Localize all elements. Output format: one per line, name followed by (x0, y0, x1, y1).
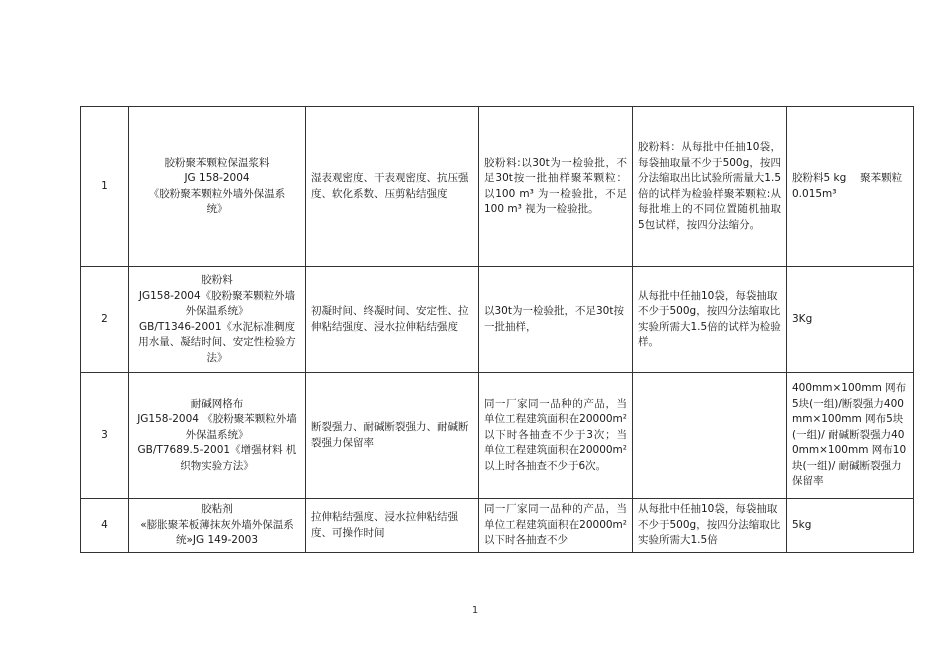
test-items: 湿表观密度、干表观密度、抗压强度、软化系数、压剪粘结强度 (306, 107, 479, 267)
batch-rule: 同一厂家同一品种的产品，当单位工程建筑面积在20000m²以下时各抽查不少 (479, 499, 633, 553)
sample-quantity: 胶粉料5 kg 聚苯颗粒0.015m³ (787, 107, 914, 267)
test-items: 拉伸粘结强度、浸水拉伸粘结强度、可操作时间 (306, 499, 479, 553)
batch-rule: 胶粉料:以30t为一检验批，不足30t按一批抽样聚苯颗粒：以100 m³ 为一检验批，不足 100 m³ 视为一检验批。 (479, 107, 633, 267)
test-items: 初凝时间、终凝时间、安定性、拉伸粘结强度、浸水拉伸粘结强度 (306, 267, 479, 373)
sample-quantity: 5kg (787, 499, 914, 553)
batch-rule: 以30t为一检验批，不足30t按一批抽样， (479, 267, 633, 373)
page-number: 1 (471, 605, 479, 616)
sampling-method: 从每批中任抽10袋，每袋抽取不少于500g，按四分法缩取比实验所需大1.5倍 (633, 499, 787, 553)
material-name: 耐碱网格布 JG158-2004 《胶粉聚苯颗粒外墙外保温系统》 GB/T7689.5-2001《增强材料 机织物实验方法》 (129, 373, 306, 499)
material-name: 胶粉聚苯颗粒保温浆料 JG 158-2004 《胶粉聚苯颗粒外墙外保温系 统》 (129, 107, 306, 267)
table-row (81, 107, 914, 267)
batch-rule: 同一厂家同一品种的产品，当单位工程建筑面积在20000m²以下时各抽查不少于3次；当单位工程建筑面积在20000m²以上时各抽查不少于6次。 (479, 373, 633, 499)
inspection-table (80, 106, 914, 553)
table-row (81, 373, 914, 499)
sample-quantity: 400mm×100mm 网布5块(一组)/断裂强力400mm×100mm 网布5块(一组)/ 耐碱断裂强力400mm×100mm 网布10块(一组)/ 耐碱断裂强力保留率 (787, 373, 914, 499)
sampling-method: 胶粉料：从每批中任抽10袋，每袋抽取量不少于500g，按四 分法缩取出比试验所需量大1.5倍的试样为检验样聚苯颗粒:从每批堆上的不同位置随机抽取5包试样，按四分法缩分。 (633, 107, 787, 267)
row-number: 2 (81, 267, 129, 373)
sample-quantity: 3Kg (787, 267, 914, 373)
test-items: 断裂强力、耐碱断裂强力、耐碱断裂强力保留率 (306, 373, 479, 499)
sampling-method: 从每批中任抽10袋，每袋抽取不少于500g，按四分法缩取比实验所需大1.5倍的试样为检验样。 (633, 267, 787, 373)
sampling-method (633, 373, 787, 499)
material-name: 胶粉料 JG158-2004《胶粉聚苯颗粒外墙外保温系统》 GB/T1346-2001《水泥标准稠度用水量、凝结时间、安定性检验方法》 (129, 267, 306, 373)
row-number: 1 (81, 107, 129, 267)
table-row (81, 499, 914, 553)
material-name: 胶粘剂 «膨胀聚苯板薄抹灰外墙外保温系统»JG 149-2003 (129, 499, 306, 553)
row-number: 3 (81, 373, 129, 499)
table-row (81, 267, 914, 373)
row-number: 4 (81, 499, 129, 553)
